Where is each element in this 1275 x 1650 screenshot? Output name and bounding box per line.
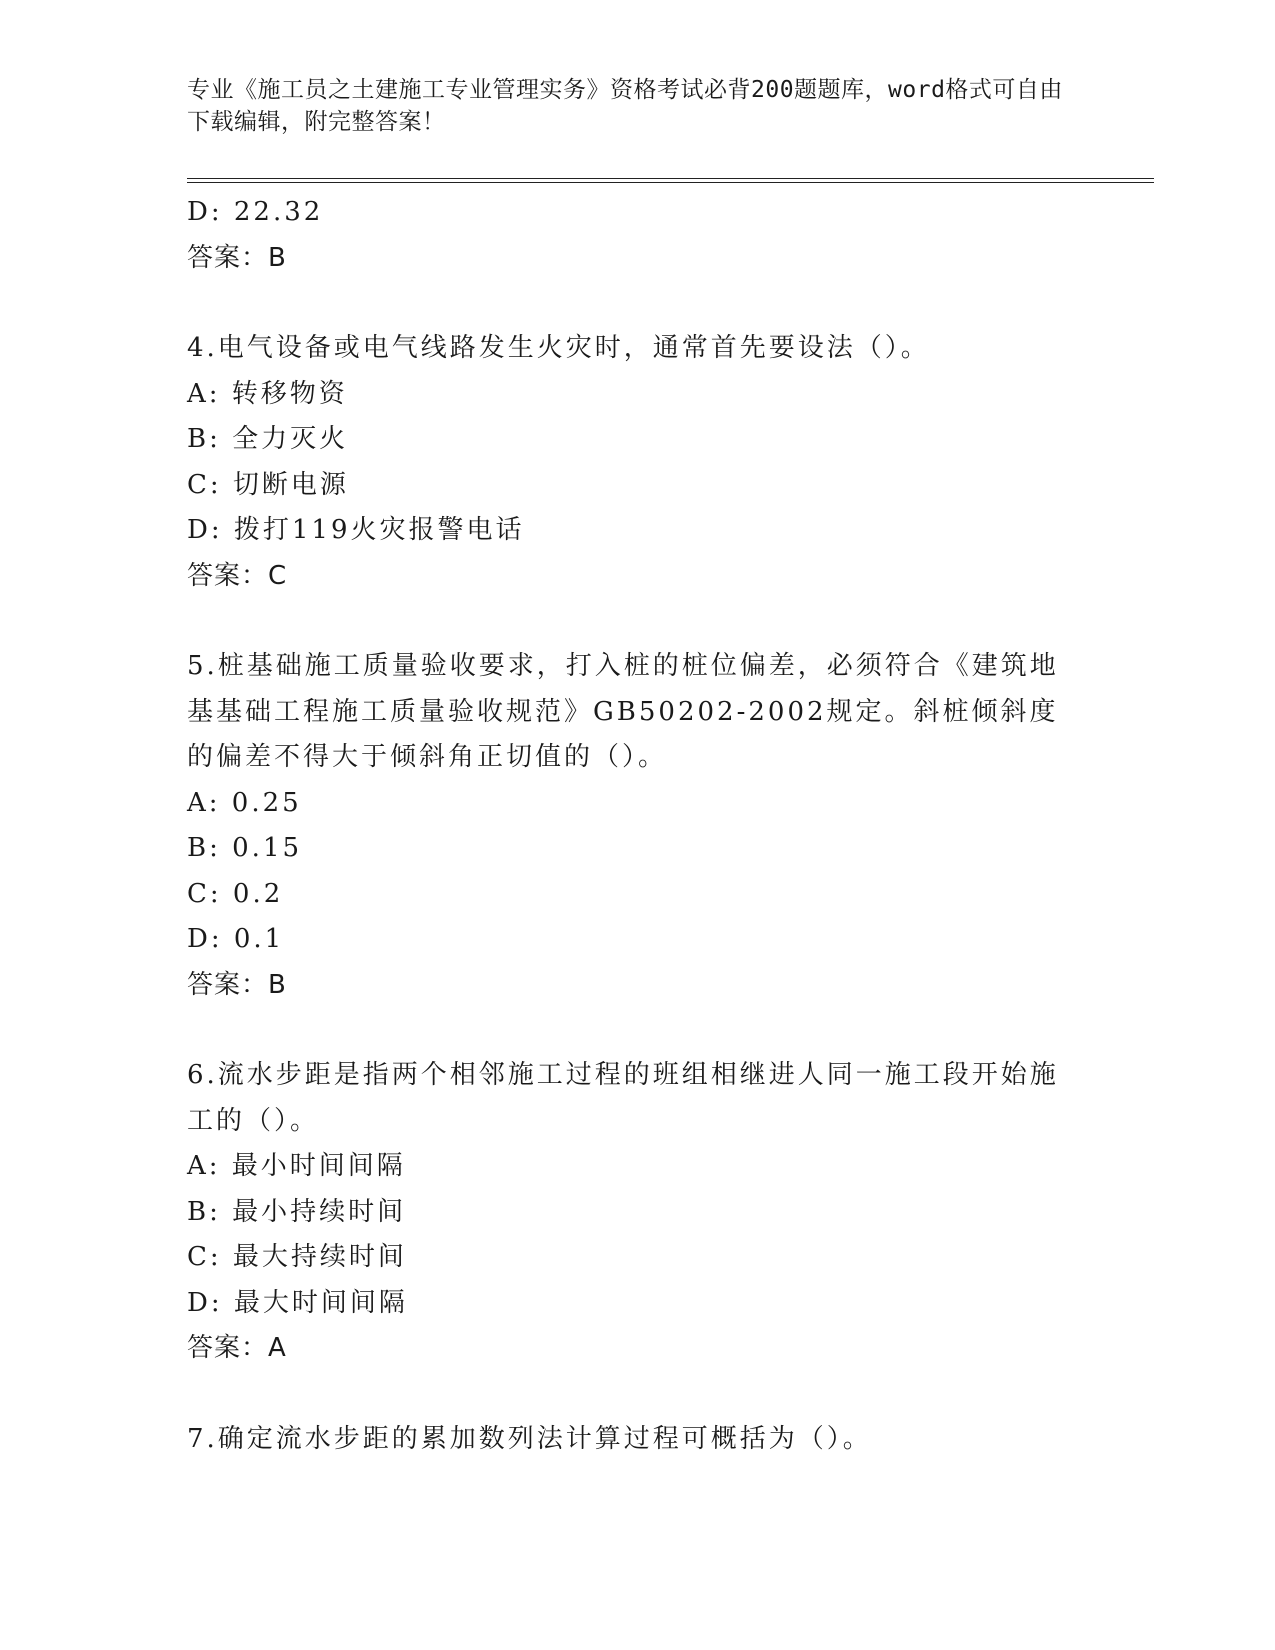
answer: 答案：A xyxy=(187,1333,287,1363)
question-block-6 xyxy=(187,1053,1067,1372)
question-stem: 7.确定流水步距的累加数列法计算过程可概括为（）。 xyxy=(187,1423,872,1454)
header-divider-top xyxy=(187,178,1154,179)
answer: 答案：C xyxy=(187,560,288,591)
header-divider-bottom xyxy=(187,182,1154,183)
option-b: B: 全力灭火 xyxy=(187,424,349,454)
option-a: A: 0.25 xyxy=(187,787,302,818)
question-list xyxy=(187,190,1067,1462)
option-b: B: 最小持续时间 xyxy=(187,1196,407,1227)
option-d: D: 22.32 xyxy=(187,197,324,227)
option-c: C: 0.2 xyxy=(187,878,284,909)
question-stem: 6.流水步距是指两个相邻施工过程的班组相继进人同一施工段开始施工的（）。 xyxy=(187,1060,1059,1136)
option-d: D: 最大时间间隔 xyxy=(187,1287,408,1318)
answer: 答案：B xyxy=(187,242,287,273)
question-stem: 5.桩基础施工质量验收要求，打入桩的桩位偏差，必须符合《建筑地基基础工程施工质量验收规范》GB50202-2002规定。斜桩倾斜度的偏差不得大于倾斜角正切值的（）。 xyxy=(187,651,1059,772)
option-a: A: 转移物资 xyxy=(187,378,348,409)
option-b: B: 0.15 xyxy=(187,833,303,863)
question-stem: 4.电气设备或电气线路发生火灾时，通常首先要设法（）。 xyxy=(187,333,930,363)
question-block-7 xyxy=(187,1417,1067,1463)
option-d: D: 拨打119火灾报警电话 xyxy=(187,515,525,545)
answer: 答案：B xyxy=(187,969,287,1000)
option-c: C: 切断电源 xyxy=(187,469,349,500)
option-a: A: 最小时间间隔 xyxy=(187,1151,406,1181)
option-c: C: 最大持续时间 xyxy=(187,1242,407,1272)
question-block-5 xyxy=(187,644,1067,1008)
option-d: D: 0.1 xyxy=(187,924,285,954)
document-header: 专业《施工员之土建施工专业管理实务》资格考试必背200题题库，word格式可自由下载编辑，附完整答案！ xyxy=(187,77,1063,135)
question-block-4 xyxy=(187,326,1067,599)
